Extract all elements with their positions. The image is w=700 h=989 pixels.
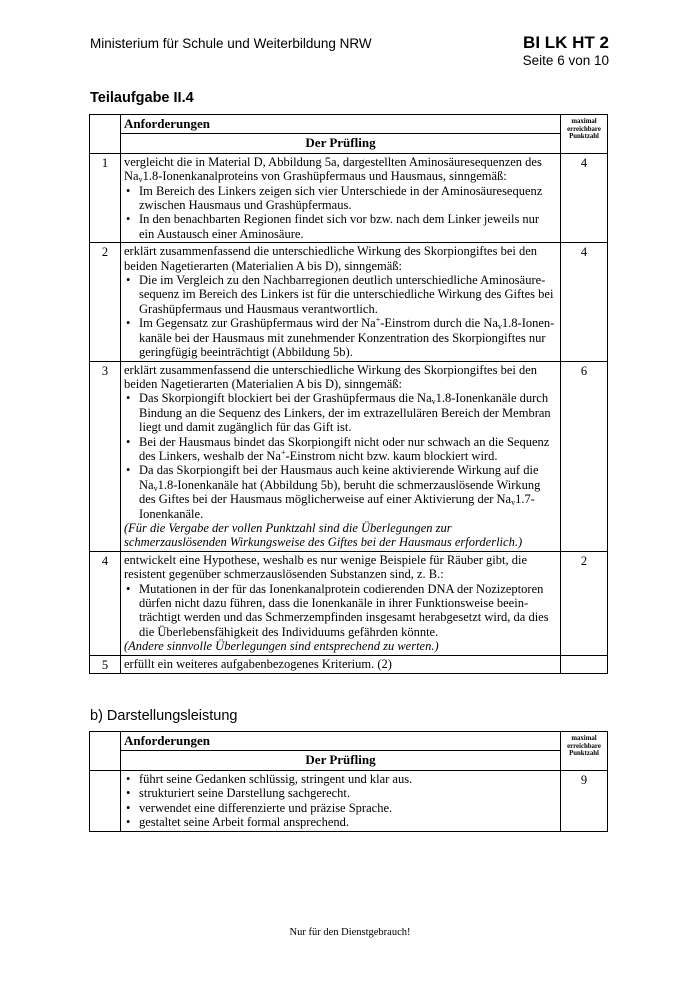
list-item: • strukturiert seine Darstellung sachgerecht. xyxy=(124,786,557,800)
ministry-header: Ministerium für Schule und Weiterbildung NRW xyxy=(90,36,372,51)
pruefling-header: Der Prüfling xyxy=(121,751,561,770)
row-number: 4 xyxy=(90,551,121,655)
requirements-header: Anforderungen xyxy=(121,732,561,751)
text-part: 1.8-Ionenkanäle hat (Abbildung 5b), beruht die schmerzauslösende Wirkung des Giftes bei der Hausmaus möglicherweise auf einer Aktivierung der Na xyxy=(139,477,541,507)
pruefling-header: Der Prüfling xyxy=(121,134,561,153)
section-b-title: b) Darstellungsleistung xyxy=(90,708,238,724)
list-item: • verwendet eine differenzierte und präzise Sprache. xyxy=(124,801,557,815)
list-item: • Mutationen in der für das Ionenkanalprotein codierenden DNA der Nozizeptoren dürfen nicht dazu führen, dass die Ionenkanäle in ihrer Funktionsweise beein-trächtigt werden und das Schmerzempfinden insgesamt herabgesetzt wird, da dies die Überlebensfähigkeit des Individuums gefährden könnte. xyxy=(124,582,557,640)
row-intro: vergleicht die in Material D, Abbildung 5a, dargestellten Aminosäuresequenzen des Na xyxy=(124,154,542,184)
row-content xyxy=(121,243,561,361)
row-number: 3 xyxy=(90,361,121,551)
text-part: Bei der Hausmaus bindet das Skorpiongift nicht oder nur schwach an die Sequenz des Linkers, weshalb der Na xyxy=(139,434,550,463)
requirements-table xyxy=(89,114,608,674)
corner-cell xyxy=(90,115,121,154)
row-intro: erklärt zusammenfassend die unterschiedliche Wirkung des Skorpiongiftes bei den beiden Nagetierarten (Materialien A bis D), sinngemäß: xyxy=(124,362,538,391)
row-number: 5 xyxy=(90,655,121,673)
table-row xyxy=(90,153,608,242)
table-row xyxy=(90,361,608,551)
row-points: 4 xyxy=(561,153,608,242)
corner-cell xyxy=(90,732,121,771)
row-points: 4 xyxy=(561,243,608,361)
subscript: v xyxy=(497,322,502,332)
text-part: Da das Skorpiongift bei der Hausmaus auch keine aktivierende Wirkung auf die Na xyxy=(139,463,539,492)
footer-note: Nur für den Dienstgebrauch! xyxy=(289,927,411,938)
section-title: Teilaufgabe II.4 xyxy=(90,90,194,106)
subscript: v xyxy=(431,397,436,407)
requirements-header: Anforderungen xyxy=(121,115,561,134)
text-part: -Einstrom nicht bzw. kaum blockiert wird. xyxy=(285,448,498,463)
row-points: 9 xyxy=(561,770,608,832)
text-part: 1.8-Ionen-kanäle bei der Hausmaus mit zunehmender Konzentration des Skorpiongiftes nur geringfügig beeinträchtigt (Abbildung 5b). xyxy=(139,316,555,360)
row-points xyxy=(561,655,608,673)
list-item xyxy=(124,463,557,521)
row-intro: entwickelt eine Hypothese, weshalb es nur wenige Beispiele für Räuber gibt, die resistent gegenüber schmerzauslösenden Substanzen sind, z. B.: xyxy=(124,552,528,582)
row-intro: 1.8-Ionenkanalproteins von Grashüpfermaus und Hausmaus, sinngemäß: xyxy=(142,169,507,184)
row-number xyxy=(90,770,121,832)
list-item: • gestaltet seine Arbeit formal ansprechend. xyxy=(124,815,557,829)
page-number: Seite 6 von 10 xyxy=(522,53,609,68)
row-content xyxy=(121,770,561,832)
text-part: 1.8-Ionenkanäle durch Bindung an die Sequenz des Linkers, der im extrazellulären Bereich der Membran liegt und damit zugänglich für das Gift ist. xyxy=(139,391,551,435)
max-points-header: maximal erreichbare Punktzahl xyxy=(561,732,608,771)
text-part: Im Gegensatz zur Grashüpfermaus wird der Na xyxy=(139,316,376,331)
row-content: erfüllt ein weiteres aufgabenbezogenes Kriterium. (2) xyxy=(121,655,561,673)
max-points-header: maximal erreichbare Punktzahl xyxy=(561,115,608,154)
row-points: 2 xyxy=(561,551,608,655)
superscript: + xyxy=(375,315,381,325)
list-item: • Im Bereich des Linkers zeigen sich vier Unterschiede in der Aminosäuresequenz zwischen Hausmaus und Grashüpfermaus. xyxy=(124,184,557,213)
list-item xyxy=(124,435,557,464)
exam-code: BI LK HT 2 xyxy=(523,33,609,52)
list-item xyxy=(124,316,557,359)
text-part: 1.7-Ionenkanäle. xyxy=(139,492,535,521)
row-number: 1 xyxy=(90,153,121,242)
text-part: -Einstrom durch die Na xyxy=(380,316,498,331)
table-row xyxy=(90,243,608,361)
list-item: • Die im Vergleich zu den Nachbarregionen deutlich unterschiedliche Aminosäure-sequenz im Bereich des Linkers ist für die unterschiedliche Wirkung des Giftes bei Grashüpfermaus und Hausmaus verantwortlich. xyxy=(124,273,557,316)
subscript: v xyxy=(138,175,143,185)
row-content xyxy=(121,361,561,551)
row-number: 2 xyxy=(90,243,121,361)
grading-note: (Für die Vergabe der vollen Punktzahl sind die Überlegungen zur schmerzauslösenden Wirkungsweise des Giftes bei der Hausmaus erforderlich.) xyxy=(124,520,523,550)
list-item: • In den benachbarten Regionen findet sich vor bzw. nach dem Linker jeweils nur ein Austausch einer Aminosäure. xyxy=(124,212,557,241)
text-part: Das Skorpiongift blockiert bei der Grashüpfermaus die Na xyxy=(139,391,432,406)
row-content xyxy=(121,153,561,242)
subscript: v xyxy=(153,483,158,493)
grading-note: (Andere sinnvolle Überlegungen sind entsprechend zu werten.) xyxy=(124,639,439,654)
presentation-table xyxy=(89,731,608,832)
subscript: v xyxy=(511,498,516,508)
row-content xyxy=(121,551,561,655)
row-points: 6 xyxy=(561,361,608,551)
table-row xyxy=(90,551,608,655)
list-item xyxy=(124,391,557,434)
table-row xyxy=(90,655,608,673)
list-item: • führt seine Gedanken schlüssig, stringent und klar aus. xyxy=(124,772,557,786)
table-row xyxy=(90,770,608,832)
superscript: + xyxy=(280,447,286,457)
row-intro: erklärt zusammenfassend die unterschiedliche Wirkung des Skorpiongiftes bei den beiden Nagetierarten (Materialien A bis D), sinngemäß: xyxy=(124,244,538,273)
